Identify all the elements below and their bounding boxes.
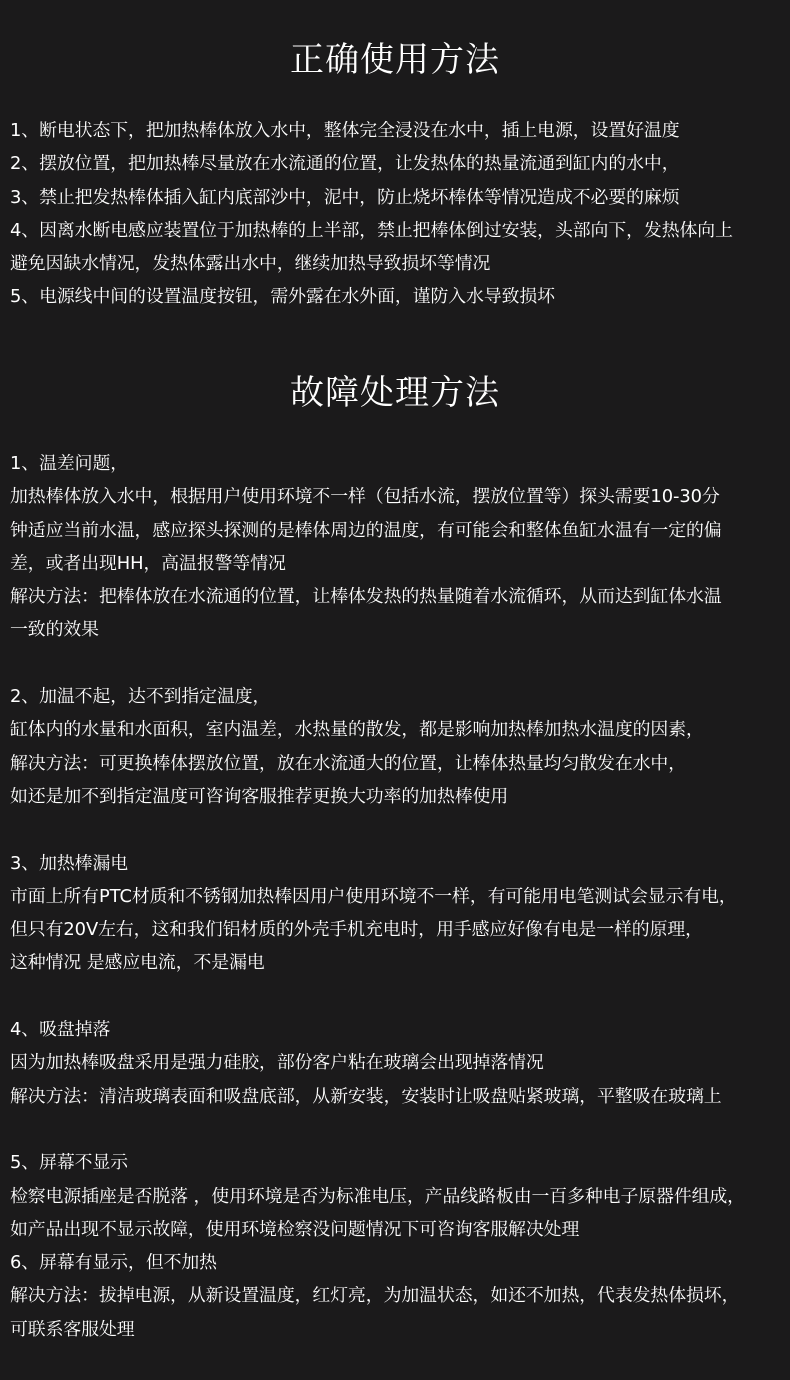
fault-line: 钟适应当前水温，感应探头探测的是棒体周边的温度，有可能会和整体鱼缸水温有一定的偏: [10, 519, 722, 541]
fault-line: 差，或者出现HH，高温报警等情况: [10, 552, 286, 574]
fault-line: 如产品出现不显示故障，使用环境检察没问题情况下可咨询客服解决处理: [10, 1218, 580, 1240]
usage-line: 1、断电状态下，把加热棒体放入水中，整体完全浸没在水中，插上电源，设置好温度: [10, 120, 680, 141]
usage-line: 5、电源线中间的设置温度按钮，需外露在水外面，谨防入水导致损坏: [10, 286, 555, 308]
fault-line: 缸体内的水量和水面积，室内温差，水热量的散发，都是影响加热棒加热水温度的因素，: [10, 719, 704, 741]
fault-line: 加热棒体放入水中，根据用户使用环境不一样（包括水流，摆放位置等）探头需要10-30分: [10, 486, 720, 508]
fault-line: 3、加热棒漏电: [10, 852, 129, 874]
fault-line: 1、温差问题，: [10, 453, 129, 474]
fault-line: [10, 1113, 790, 1146]
fault-title: 故障处理方法: [290, 373, 500, 413]
fault-line: 解决方法：拔掉电源，从新设置温度，红灯亮，为加温状态，如还不加热，代表发热体损坏，: [10, 1285, 740, 1307]
fault-line: 6、屏幕有显示，但不加热: [10, 1252, 217, 1274]
fault-line: 一致的效果: [10, 619, 99, 641]
usage-line: 3、禁止把发热棒体插入缸内底部沙中，泥中，防止烧坏棒体等情况造成不必要的麻烦: [10, 186, 680, 208]
fault-line: 2、加温不起，达不到指定温度，: [10, 686, 271, 708]
fault-line: 解决方法：清洁玻璃表面和吸盘底部，从新安装，安装时让吸盘贴紧玻璃，平整吸在玻璃上: [10, 1085, 722, 1107]
fault-line: 如还是加不到指定温度可咨询客服推荐更换大功率的加热棒使用: [10, 785, 509, 807]
usage-line: 4、因离水断电感应装置位于加热棒的上半部，禁止把棒体倒过安装，头部向下，发热体向上: [10, 219, 733, 241]
usage-title: 正确使用方法: [290, 40, 500, 80]
fault-line: [10, 980, 790, 1013]
fault-handling: [10, 447, 790, 1346]
fault-line: 这种情况 是感应电流，不是漏电: [10, 952, 265, 974]
usage-line: 避免因缺水情况，发热体露出水中，继续加热导致损坏等情况: [10, 253, 491, 275]
fault-line: 解决方法：把棒体放在水流通的位置，让棒体发热的热量随着水流循环，从而达到缸体水温: [10, 586, 722, 608]
usage-instructions: [10, 114, 790, 314]
fault-line: 因为加热棒吸盘采用是强力硅胶，部份客户粘在玻璃会出现掉落情况: [10, 1052, 544, 1074]
fault-line: 检察电源插座是否脱落 ，使用环境是否为标准电压，产品线路板由一百多种电子原器件组成，: [10, 1185, 745, 1207]
fault-line: 可联系客服处理: [10, 1318, 135, 1340]
fault-line: 4、吸盘掉落: [10, 1019, 111, 1041]
fault-line: 解决方法：可更换棒体摆放位置，放在水流通大的位置，让棒体热量均匀散发在水中，: [10, 752, 686, 774]
fault-line: [10, 647, 790, 680]
fault-line: 但只有20V左右，这和我们铝材质的外壳手机充电时，用手感应好像有电是一样的原理，: [10, 919, 703, 941]
fault-line: 5、屏幕不显示: [10, 1152, 129, 1174]
fault-line: 市面上所有PTC材质和不锈钢加热棒因用户使用环境不一样，有可能用电笔测试会显示有电，: [10, 885, 737, 907]
usage-line: 2、摆放位置，把加热棒尽量放在水流通的位置，让发热体的热量流通到缸内的水中，: [10, 153, 680, 175]
fault-line: [10, 813, 790, 846]
